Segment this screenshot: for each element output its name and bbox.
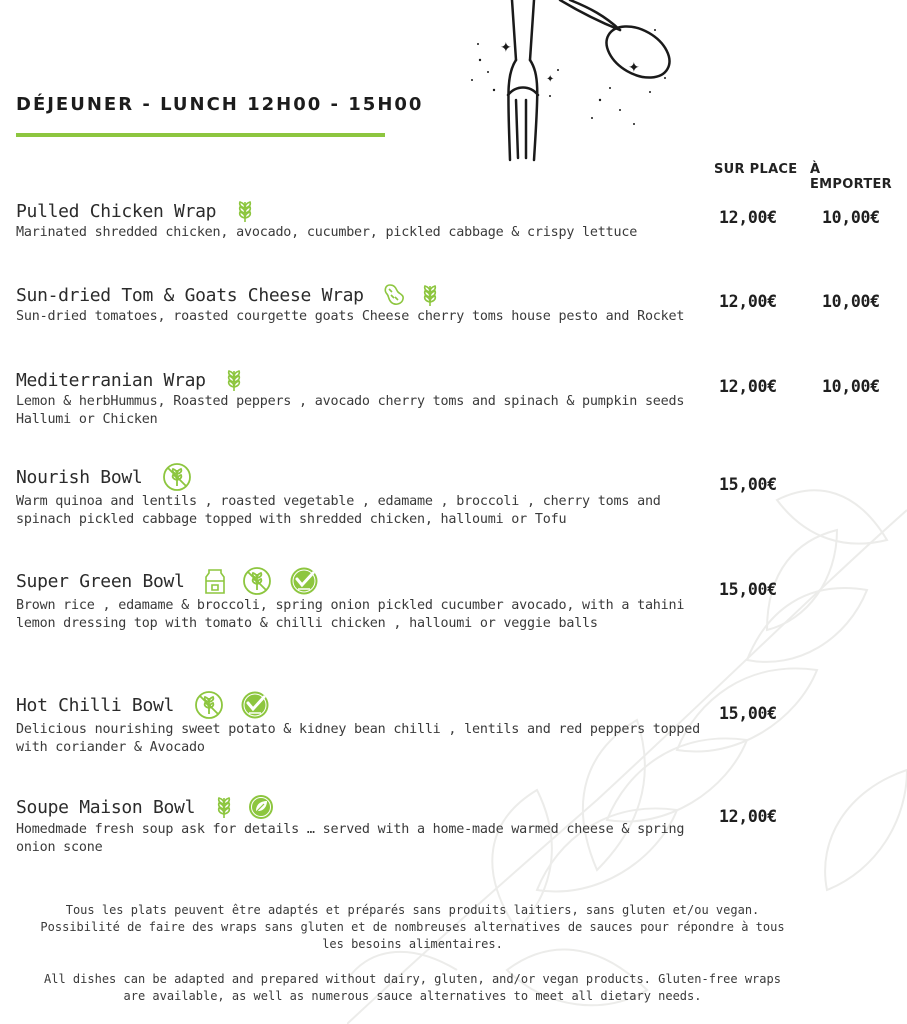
footer-note-fr: Tous les plats peuvent être adaptés et préparés sans produits laitiers, sans gluten et/ou vegan. Possibilité de faire des wraps sans gluten et de nombreuses alternatives de sauces pour répondre à tous les besoins alimentaires. (40, 903, 785, 951)
price-dine-in: 12,00€ (719, 377, 777, 396)
price-takeaway: 10,00€ (822, 292, 880, 311)
price-dine-in: 15,00€ (719, 704, 777, 723)
item-description: Homedmade fresh soup ask for details … served with a home-made warmed cheese & spring onion scone (16, 822, 685, 855)
menu-item (16, 283, 716, 326)
price-dine-in: 15,00€ (719, 580, 777, 599)
gluten-free-icon (162, 462, 192, 492)
svg-text:✦: ✦ (500, 40, 512, 56)
vegetarian-icon (248, 794, 274, 820)
price-dine-in: 15,00€ (719, 475, 777, 494)
price-takeaway: 10,00€ (822, 208, 880, 227)
price-dine-in: 12,00€ (719, 292, 777, 311)
item-description: Lemon & herbHummus, Roasted peppers , avocado cherry toms and spinach & pumpkin seeds Hallumi or Chicken (16, 394, 685, 427)
column-header-takeaway: À EMPORTER (810, 162, 892, 192)
item-name: Pulled Chicken Wrap (16, 200, 217, 222)
wheat-icon (421, 283, 439, 307)
footer-note-en: All dishes can be adapted and prepared without dairy, gluten, and/or vegan products. Gluten-free wraps are available, as well as numerous sauce alternatives to meet all dietary needs. (44, 972, 781, 1003)
milk-icon (204, 567, 226, 595)
wheat-icon (236, 199, 254, 223)
item-name: Super Green Bowl (16, 570, 185, 592)
item-description: Warm quinoa and lentils , roasted vegetable , edamame , broccoli , cherry toms and spinach pickled cabbage topped with shredded chicken, halloumi or Tofu (16, 494, 661, 527)
gluten-free-icon (242, 566, 272, 596)
menu-item (16, 566, 716, 633)
svg-text:✦: ✦ (628, 60, 640, 76)
title-underline (16, 133, 385, 137)
price-dine-in: 12,00€ (719, 807, 777, 826)
menu-item (16, 794, 716, 857)
item-description: Delicious nourishing sweet potato & kidney bean chilli , lentils and red peppers topped with coriander & Avocado (16, 722, 700, 755)
item-name: Sun-dried Tom & Goats Cheese Wrap (16, 284, 364, 306)
menu-item (16, 462, 716, 529)
item-name: Soupe Maison Bowl (16, 796, 196, 818)
menu-item (16, 368, 716, 429)
menu-title: DÉJEUNER - LUNCH 12H00 - 15H00 (16, 94, 424, 115)
svg-text:✦: ✦ (546, 74, 555, 85)
column-header-dine-in: SUR PLACE (714, 162, 798, 177)
vegan-icon (288, 566, 320, 596)
item-description: Sun-dried tomatoes, roasted courgette goats Cheese cherry toms house pesto and Rocket (16, 309, 685, 324)
price-dine-in: 12,00€ (719, 208, 777, 227)
vegan-icon (239, 690, 271, 720)
nut-icon (383, 283, 405, 307)
wheat-icon (225, 368, 243, 392)
item-name: Mediterranian Wrap (16, 369, 206, 391)
gluten-free-icon (194, 690, 224, 720)
wheat-icon (215, 795, 233, 819)
item-description: Marinated shredded chicken, avocado, cucumber, pickled cabbage & crispy lettuce (16, 225, 638, 240)
item-description: Brown rice , edamame & broccoli, spring onion pickled cucumber avocado, with a tahini lemon dressing top with tomato & chilli chicken , halloumi or veggie balls (16, 598, 685, 631)
menu-item (16, 690, 716, 757)
utensils-illustration (450, 0, 690, 165)
menu-item (16, 199, 716, 242)
item-name: Nourish Bowl (16, 466, 143, 488)
price-takeaway: 10,00€ (822, 377, 880, 396)
item-name: Hot Chilli Bowl (16, 694, 175, 716)
